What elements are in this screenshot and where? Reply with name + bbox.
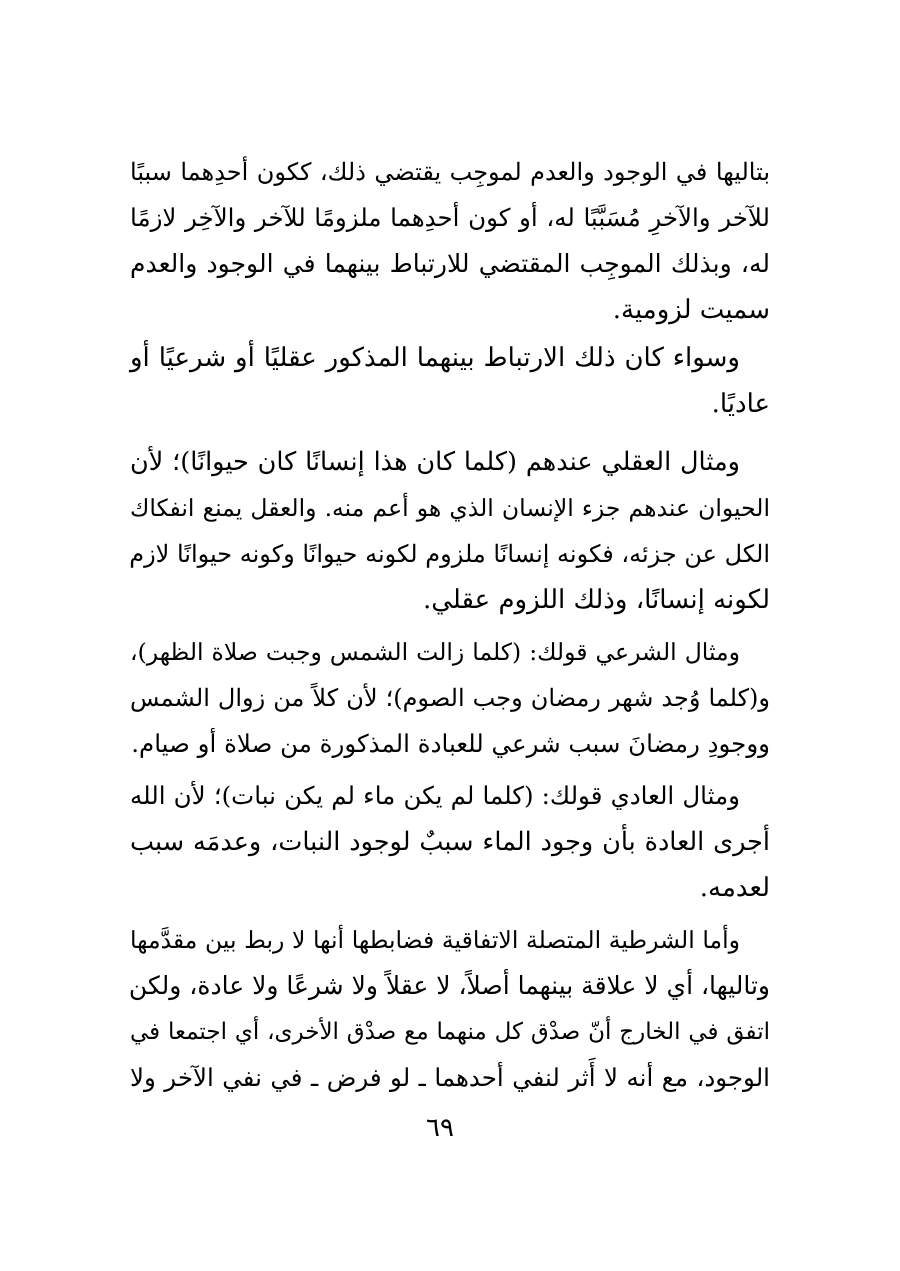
text-line: أجرى العادة بأن وجود الماء سببٌ لوجود النبات، وعدمَه سبب — [130, 827, 770, 857]
text-line: عاديًا. — [711, 389, 770, 419]
text-line: اتفق في الخارج أنّ صدْق كل منهما مع صدْق الأخرى، أي اجتمعا في — [130, 1019, 770, 1045]
text-line: ومثال العادي قولك: (كلما لم يكن ماء لم يكن نبات)؛ لأن الله — [130, 781, 740, 810]
text-line: ومثال الشرعي قولك: (كلما زالت الشمس وجبت صلاة الظهر)، — [130, 638, 740, 666]
text-line: لكونه إنسانًا، وذلك اللزوم عقلي. — [422, 585, 770, 615]
text-line: ووجودِ رمضانَ سبب شرعي للعبادة المذكورة من صلاة أو صيام. — [131, 729, 770, 758]
page-number: ٦٩ — [426, 1113, 454, 1143]
text-line: للآخر والآخرِ مُسَبَّبًا له، أو كون أحدِهما ملزومًا للآخر والآخِر لازمًا — [130, 203, 770, 232]
text-line: وتاليها، أي لا علاقة بينهما أصلاً، لا عقلاً ولا شرعًا ولا عادة، ولكن — [128, 971, 770, 1000]
text-line: الوجود، مع أنه لا أَثر لنفي أحدهما ـ لو فرض ـ في نفي الآخر ولا — [130, 1063, 770, 1092]
text-line: لعدمه. — [699, 873, 770, 903]
text-line: وسواء كان ذلك الارتباط بينهما المذكور عقليًا أو شرعيًا أو — [130, 343, 740, 373]
text-line: بتاليها في الوجود والعدم لموجِب يقتضي ذلك، ككون أحدِهما سببًا — [130, 158, 770, 186]
text-line: الحيوان عندهم جزء الإنسان الذي هو أعم منه. والعقل يمنع انفكاك — [130, 494, 770, 522]
text-line: الكل عن جزئه، فكونه إنسانًا ملزوم لكونه حيوانًا وكونه حيوانًا لازم — [129, 540, 770, 568]
text-line: سميت لزومية. — [612, 295, 770, 325]
text-line: وأما الشرطية المتصلة الاتفاقية فضابطها أنها لا ربط بين مقدَّمها — [130, 926, 740, 954]
text-line: ومثال العقلي عندهم (كلما كان هذا إنسانًا كان حيوانًا)؛ لأن — [130, 447, 740, 477]
text-line: و(كلما وُجد شهر رمضان وجب الصوم)؛ لأن كلاً من زوال الشمس — [130, 684, 770, 712]
text-line: له، وبذلك الموجِب المقتضي للارتباط بينهما في الوجود والعدم — [130, 249, 770, 278]
